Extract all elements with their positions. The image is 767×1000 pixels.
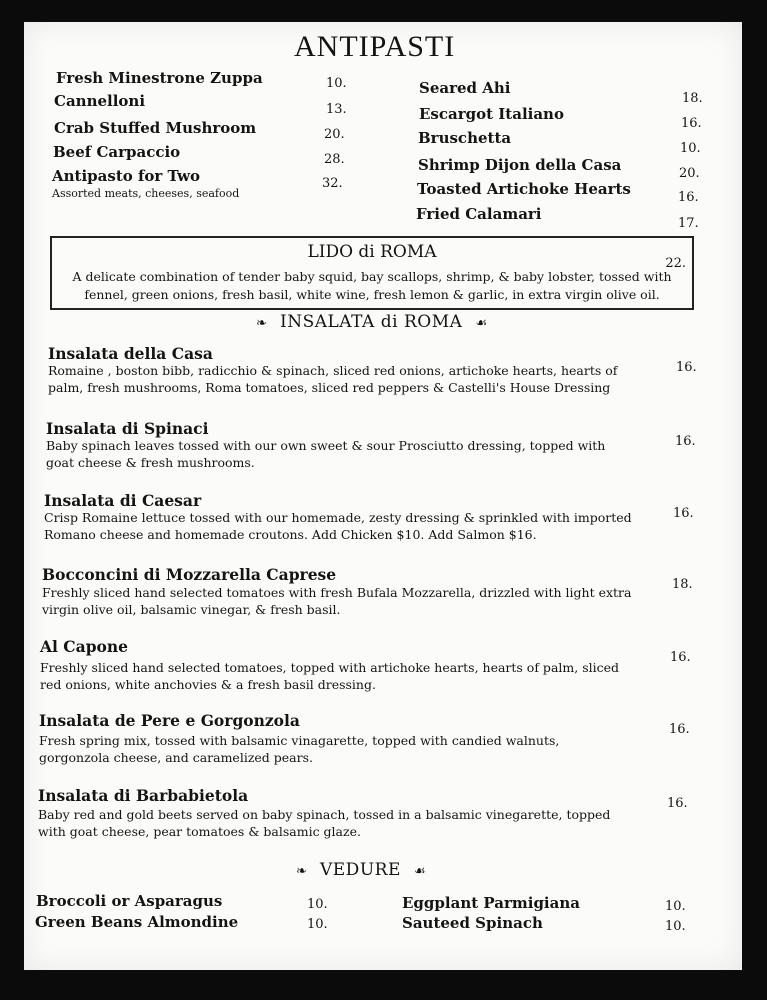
vedure-price: 10. bbox=[665, 919, 686, 934]
salad-price: 16. bbox=[670, 650, 691, 665]
salad-name: Insalata della Casa bbox=[48, 344, 213, 363]
salad-description: Fresh spring mix, tossed with balsamic vinagarette, topped with candied walnuts, gorgonzola cheese, and caramelized pears. bbox=[39, 733, 560, 765]
antipasti-note: Assorted meats, cheeses, seafood bbox=[52, 187, 240, 200]
antipasti-price: 18. bbox=[682, 91, 703, 106]
salad-name: Insalata di Spinaci bbox=[46, 419, 209, 438]
insalata-heading bbox=[256, 312, 487, 332]
antipasti-item: Escargot Italiano bbox=[419, 105, 564, 123]
lido-price: 22. bbox=[665, 256, 686, 271]
vedure-price: 10. bbox=[307, 897, 328, 912]
antipasti-price: 10. bbox=[680, 141, 701, 156]
antipasti-price: 13. bbox=[326, 102, 347, 117]
salad-description: Romaine , boston bibb, radicchio & spinach, sliced red onions, artichoke hearts, hearts of palm, fresh mushrooms, Roma tomatoes, sliced red peppers & Castelli's House Dressing bbox=[48, 363, 618, 395]
antipasti-title: ANTIPASTI bbox=[294, 30, 456, 63]
salad-name: Insalata di Barbabietola bbox=[38, 786, 249, 805]
salad-name: Insalata di Caesar bbox=[44, 491, 202, 510]
antipasti-price: 32. bbox=[322, 176, 343, 191]
lido-description: A delicate combination of tender baby squid, bay scallops, shrimp, & baby lobster, tossed with fennel, green onions, fresh basil, white wine, fresh lemon & garlic, in extra virgin olive oil. bbox=[72, 269, 672, 302]
salad-price: 16. bbox=[673, 506, 694, 521]
antipasti-price: 16. bbox=[681, 116, 702, 131]
salad-description: Baby spinach leaves tossed with our own sweet & sour Prosciutto dressing, topped with goat cheese & fresh mushrooms. bbox=[46, 438, 606, 470]
vedure-item: Green Beans Almondine bbox=[35, 913, 239, 931]
antipasti-item: Crab Stuffed Mushroom bbox=[54, 119, 257, 137]
antipasti-price: 17. bbox=[678, 216, 699, 231]
menu-page bbox=[24, 22, 742, 970]
antipasti-price: 20. bbox=[324, 127, 345, 142]
antipasti-item: Fresh Minestrone Zuppa bbox=[56, 69, 263, 87]
salad-price: 18. bbox=[672, 577, 693, 592]
insalata-title: INSALATA di ROMA bbox=[280, 312, 463, 332]
vedure-heading bbox=[296, 860, 426, 880]
salad-price: 16. bbox=[669, 722, 690, 737]
antipasti-item: Cannelloni bbox=[54, 92, 146, 110]
salad-name: Al Capone bbox=[40, 637, 128, 656]
vedure-item: Broccoli or Asparagus bbox=[36, 892, 223, 910]
ornament-left-icon: ❧ bbox=[296, 864, 307, 879]
salad-description: Baby red and gold beets served on baby spinach, tossed in a balsamic vinegarette, topped with goat cheese, pear tomatoes & balsamic glaze. bbox=[38, 807, 611, 839]
salad-description: Freshly sliced hand selected tomatoes, topped with artichoke hearts, hearts of palm, sliced red onions, white anchovies & a fresh basil dressing. bbox=[40, 660, 619, 692]
ornament-right-icon: ☙ bbox=[475, 316, 488, 331]
salad-price: 16. bbox=[675, 434, 696, 449]
antipasti-price: 10. bbox=[326, 76, 347, 91]
salad-description: Freshly sliced hand selected tomatoes with fresh Bufala Mozzarella, drizzled with light extra virgin olive oil, balsamic vinegar, & fresh basil. bbox=[42, 585, 632, 617]
antipasti-price: 28. bbox=[324, 152, 345, 167]
salad-description: Crisp Romaine lettuce tossed with our homemade, zesty dressing & sprinkled with imported Romano cheese and homemade croutons. Add Chicken $10. Add Salmon $16. bbox=[44, 510, 632, 542]
vedure-price: 10. bbox=[307, 917, 328, 932]
vedure-item: Eggplant Parmigiana bbox=[402, 894, 580, 912]
salad-price: 16. bbox=[667, 796, 688, 811]
vedure-item: Sauteed Spinach bbox=[402, 914, 543, 932]
antipasti-item: Antipasto for Two bbox=[52, 167, 200, 185]
antipasti-item: Seared Ahi bbox=[419, 79, 511, 97]
antipasti-price: 16. bbox=[678, 190, 699, 205]
lido-title: LIDO di ROMA bbox=[307, 242, 437, 262]
antipasti-item: Bruschetta bbox=[418, 129, 512, 147]
salad-name: Insalata de Pere e Gorgonzola bbox=[39, 711, 300, 730]
lido-box bbox=[50, 236, 694, 310]
antipasti-item: Fried Calamari bbox=[416, 205, 542, 223]
antipasti-item: Toasted Artichoke Hearts bbox=[417, 180, 631, 198]
salad-name: Bocconcini di Mozzarella Caprese bbox=[42, 565, 337, 584]
ornament-right-icon: ☙ bbox=[413, 864, 426, 879]
antipasti-price: 20. bbox=[679, 166, 700, 181]
antipasti-item: Beef Carpaccio bbox=[53, 143, 181, 161]
salad-price: 16. bbox=[676, 360, 697, 375]
ornament-left-icon: ❧ bbox=[256, 316, 267, 331]
antipasti-item: Shrimp Dijon della Casa bbox=[418, 156, 622, 174]
vedure-title: VEDURE bbox=[320, 860, 401, 880]
vedure-price: 10. bbox=[665, 899, 686, 914]
